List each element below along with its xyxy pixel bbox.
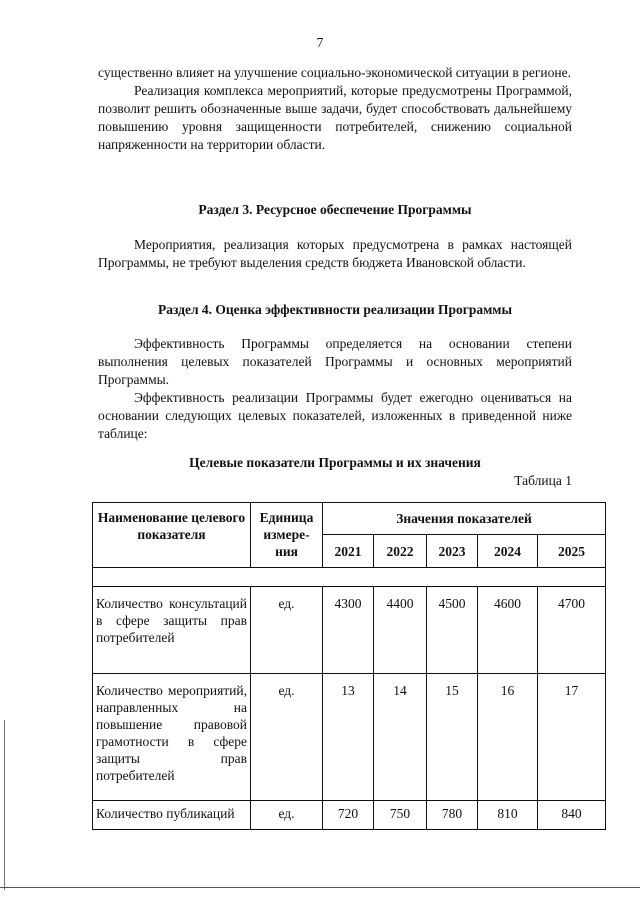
header-year: 2024 bbox=[478, 535, 538, 568]
paragraph-2: Реализация комплекса мероприятий, которые предусмотрены Программой, позволит решить обозначенные выше задачи, будет способствовать дальнейшему повышению уровня защищенности потребителей, снижению социальной напряженности на территории области. bbox=[98, 83, 572, 152]
indicator-value: 840 bbox=[538, 801, 606, 830]
indicator-value: 4500 bbox=[427, 587, 478, 674]
indicator-value: 4300 bbox=[323, 587, 374, 674]
indicator-value: 4400 bbox=[374, 587, 427, 674]
header-unit: Единица измере-ния bbox=[251, 503, 323, 568]
indicator-name: Количество консультаций в сфере защиты прав потребителей bbox=[93, 587, 251, 674]
paragraph-1: существенно влияет на улучшение социально-экономической ситуации в регионе. bbox=[98, 65, 571, 80]
page-number: 7 bbox=[316, 35, 324, 50]
header-year: 2025 bbox=[538, 535, 606, 568]
indicator-value: 750 bbox=[374, 801, 427, 830]
header-indicator-name: Наименование целевого показателя bbox=[93, 503, 251, 568]
table-label: Таблица 1 bbox=[514, 473, 572, 488]
table-row bbox=[93, 674, 606, 801]
scan-margin-line bbox=[4, 720, 5, 890]
spacer-row bbox=[93, 568, 606, 587]
indicator-name: Количество мероприятий, направленных на повышение правовой грамотности в сфере защиты прав потребителей bbox=[93, 674, 251, 801]
scan-footer-line bbox=[0, 887, 640, 888]
indicator-unit: ед. bbox=[251, 587, 323, 674]
indicator-value: 13 bbox=[323, 674, 374, 801]
indicator-value: 780 bbox=[427, 801, 478, 830]
section-4-heading: Раздел 4. Оценка эффективности реализации Программы bbox=[157, 302, 513, 317]
indicator-value: 16 bbox=[478, 674, 538, 801]
header-year: 2021 bbox=[323, 535, 374, 568]
indicator-value: 4600 bbox=[478, 587, 538, 674]
paragraph-5: Эффективность реализации Программы будет ежегодно оцениваться на основании следующих целевых показателей, изложенных в приведенной ниже таблице: bbox=[98, 390, 572, 441]
indicator-value: 810 bbox=[478, 801, 538, 830]
indicator-value: 17 bbox=[538, 674, 606, 801]
paragraph-3: Мероприятия, реализация которых предусмотрена в рамках настоящей Программы, не требуют выделения средств бюджета Ивановской области. bbox=[98, 237, 572, 270]
header-values: Значения показателей bbox=[323, 503, 606, 535]
paragraph-4: Эффективность Программы определяется на основании степени выполнения целевых показателей Программы и основных мероприятий Программы. bbox=[98, 336, 572, 387]
indicator-unit: ед. bbox=[251, 674, 323, 801]
table-row bbox=[93, 801, 606, 830]
section-3-heading: Раздел 3. Ресурсное обеспечение Программы bbox=[198, 202, 472, 217]
indicator-name: Количество публикаций bbox=[93, 801, 251, 830]
indicator-value: 4700 bbox=[538, 587, 606, 674]
indicators-table bbox=[92, 502, 606, 830]
indicator-value: 720 bbox=[323, 801, 374, 830]
header-year: 2022 bbox=[374, 535, 427, 568]
table-row bbox=[93, 587, 606, 674]
table-title: Целевые показатели Программы и их значения bbox=[189, 455, 481, 470]
header-year: 2023 bbox=[427, 535, 478, 568]
indicator-value: 15 bbox=[427, 674, 478, 801]
indicator-unit: ед. bbox=[251, 801, 323, 830]
indicator-value: 14 bbox=[374, 674, 427, 801]
